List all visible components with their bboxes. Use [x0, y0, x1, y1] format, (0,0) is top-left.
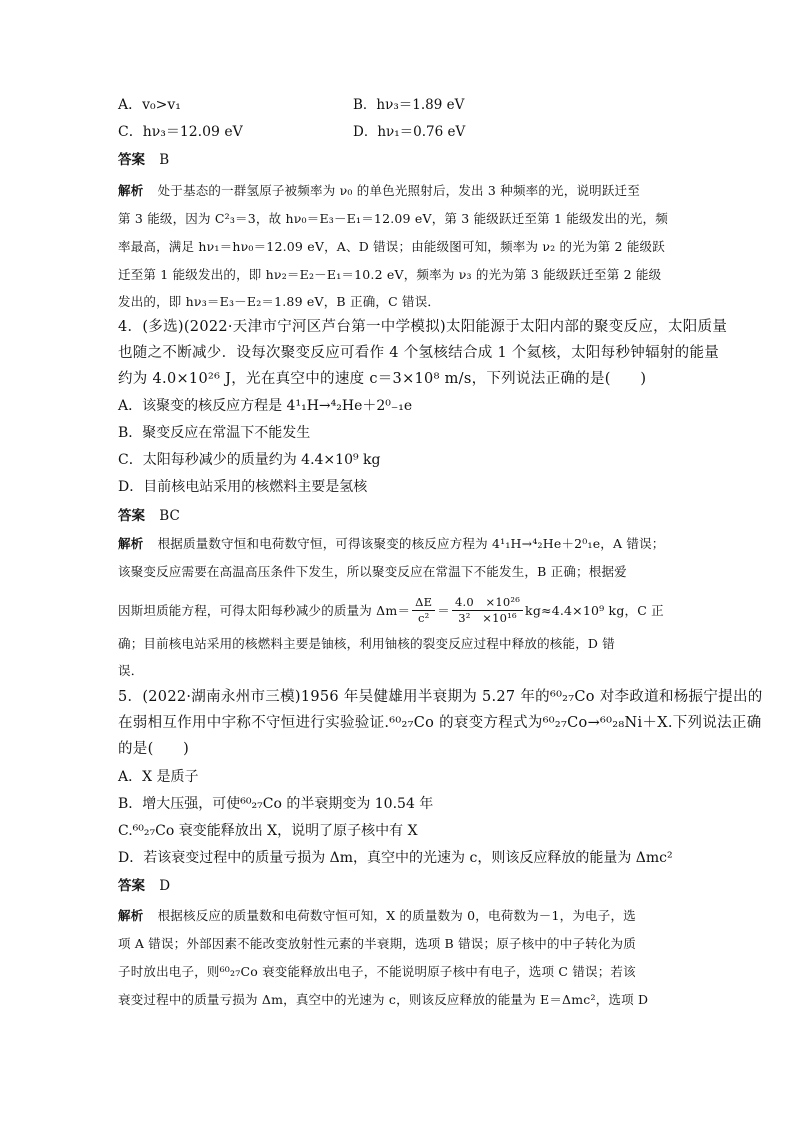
answer-row [118, 151, 169, 169]
analysis-line: 第 3 能级，因为 C²₃＝3，故 hν₀＝E₃－E₁＝12.09 eV，第 3 能级跃迁至第 1 能级发出的光，频 [118, 211, 668, 226]
analysis-line: 解析 处于基态的一群氢原子被频率为 ν₀ 的单色光照射后，发出 3 种频率的光，说明跃迁至 [118, 183, 640, 198]
answer-label: 答案 [118, 152, 145, 168]
q4-answer-row [118, 507, 180, 525]
q4-stem-line: 也随之不断减少．设每次聚变反应可看作 4 个氢核结合成 1 个氦核，太阳每秒钟辐射的能量 [118, 345, 720, 361]
q5-analysis-line: 项 A 错误；外部因素不能改变放射性元素的半衰期，选项 B 错误；原子核中的中子转化为质 [118, 936, 636, 951]
q4-option-a: A．该聚变的核反应方程是 4¹₁H→⁴₂He＋2⁰₋₁e [118, 398, 413, 414]
analysis-label: 解析 [118, 536, 144, 551]
q4-stem-line: 约为 4.0×10²⁶ J，光在真空中的速度 c＝3×10⁸ m/s，下列说法正确的是( ) [118, 371, 647, 387]
analysis-label: 解析 [118, 908, 144, 923]
q5-analysis-line: 子时放出电子，则⁶⁰₂₇Co 衰变能释放出电子，不能说明原子核中有电子，选项 C 错误；若该 [118, 964, 636, 979]
q5-option-a: A．X 是质子 [118, 769, 199, 785]
q4-analysis-line: 误． [118, 663, 144, 678]
q5-option-c: C.⁶⁰₂₇Co 衰变能释放出 X，说明了原子核中有 X [118, 823, 418, 839]
answer-value: BC [159, 508, 180, 524]
answer-label: 答案 [118, 508, 145, 524]
q5-analysis-line: 解析 根据核反应的质量数和电荷数守恒可知，X 的质量数为 0，电荷数为－1，为电子，选 [118, 908, 636, 923]
q4-stem-line: 4．(多选)(2022·天津市宁河区芦台第一中学模拟)太阳能源于太阳内部的聚变反应，太阳质量 [118, 319, 728, 335]
q5-answer-row [118, 877, 170, 895]
q4-equation-line: 因斯坦质能方程，可得太阳每秒减少的质量为 Δm＝ $\frac{\Delta E}{\text{c²}}$ ＝ $\frac{\text{4.0 ×10²⁶}}{\text{3² ×10¹⁶}}$ kg≈4.4×10⁹ kg，C 正 [118, 594, 664, 625]
analysis-line: 迁至第 1 能级发出的，即 hν₂＝E₂－E₁＝10.2 eV，频率为 ν₃ 的光为第 3 能级跃迁至第 2 能级 [118, 267, 662, 282]
answer-value: D [159, 878, 171, 894]
q5-stem-line: 5．(2022·湖南永州市三模)1956 年吴健雄用半衰期为 5.27 年的⁶⁰₂₇Co 对李政道和杨振宁提出的 [118, 689, 763, 705]
analysis-label: 解析 [118, 183, 144, 198]
q4-option-d: D．目前核电站采用的核燃料主要是氢核 [118, 479, 368, 495]
q5-stem-line: 在弱相互作用中宇称不守恒进行实验验证.⁶⁰₂₇Co 的衰变方程式为⁶⁰₂₇Co→⁶⁰₂₈Ni＋X.下列说法正确 [118, 715, 762, 731]
q4-analysis-line: 确；目前核电站采用的核燃料主要是铀核，利用铀核的裂变反应过程中释放的核能，D 错 [118, 636, 615, 651]
option-b: B．hν₃＝1.89 eV [353, 97, 465, 113]
answer-value: B [159, 152, 170, 168]
q5-option-b: B．增大压强，可使⁶⁰₂₇Co 的半衰期变为 10.54 年 [118, 796, 434, 812]
option-d: D．hν₁＝0.76 eV [353, 124, 466, 140]
fraction: $\frac{\text{4.0 ×10²⁶}}{\text{3² ×10¹⁶}}$ [452, 595, 523, 626]
fraction: $\frac{\Delta E}{\text{c²}}$ [412, 595, 435, 626]
analysis-line: 发出的，即 hν₃＝E₃－E₂＝1.89 eV，B 正确，C 错误． [118, 294, 441, 309]
option-a: A．v₀>v₁ [118, 97, 181, 113]
q5-analysis-line: 衰变过程中的质量亏损为 Δm，真空中的光速为 c，则该反应释放的能量为 E＝Δmc²，选项 D [118, 992, 649, 1007]
q4-option-c: C．太阳每秒减少的质量约为 4.4×10⁹ kg [118, 452, 381, 468]
analysis-line: 率最高，满足 hν₁＝hν₀＝12.09 eV，A、D 错误；由能级图可知，频率为 ν₂ 的光为第 2 能级跃 [118, 239, 665, 254]
q5-stem-line: 的是( ) [118, 741, 190, 757]
q4-analysis-line: 解析 根据质量数守恒和电荷数守恒，可得该聚变的核反应方程为 4¹₁H→⁴₂He＋2⁰₁e，A 错误； [118, 536, 665, 551]
q5-option-d: D．若该衰变过程中的质量亏损为 Δm，真空中的光速为 c，则该反应释放的能量为 Δmc² [118, 850, 673, 866]
q4-option-b: B．聚变反应在常温下不能发生 [118, 425, 311, 441]
option-c: C．hν₃＝12.09 eV [118, 124, 243, 140]
answer-label: 答案 [118, 878, 145, 894]
q4-analysis-line: 该聚变反应需要在高温高压条件下发生，所以聚变反应在常温下不能发生，B 正确；根据爱 [118, 564, 627, 579]
